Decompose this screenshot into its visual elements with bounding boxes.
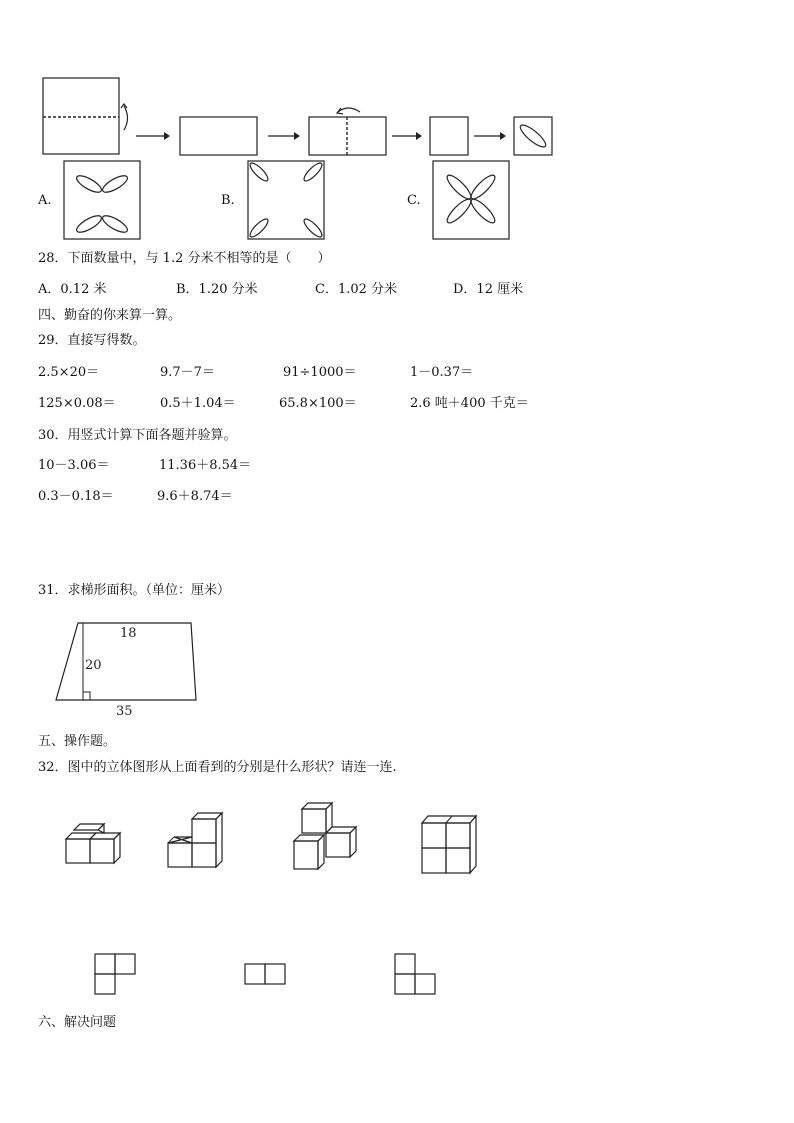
q30-stem: 30．用竖式计算下面各题并验算。 xyxy=(38,428,237,443)
q28-choice-d: D．12 厘米 xyxy=(453,282,524,297)
q28-choice-b: B．1.20 分米 xyxy=(176,282,258,297)
fold-step-2 xyxy=(180,117,257,155)
arrow-right-icon xyxy=(294,132,300,140)
option-c-figure xyxy=(432,160,512,242)
solid-figure-2 xyxy=(162,805,242,875)
q31-stem: 31．求梯形面积。（单位：厘米） xyxy=(38,583,231,598)
folding-sequence-diagram xyxy=(0,0,794,170)
fold-up-arrow-icon xyxy=(124,106,128,130)
arrow-right-icon xyxy=(416,132,422,140)
fold-step-1 xyxy=(43,78,119,154)
q30-item: 10－3.06＝ xyxy=(38,458,110,473)
section-5-title: 五、操作题。 xyxy=(38,734,117,749)
section-6-title: 六、解决问题 xyxy=(38,1015,117,1030)
arrow-right-icon xyxy=(500,132,506,140)
q29-item: 125×0.08＝ xyxy=(38,396,116,411)
fold-step-4 xyxy=(430,117,468,155)
arrow-right-icon xyxy=(164,132,170,140)
q29-item: 0.5＋1.04＝ xyxy=(160,396,236,411)
q29-item: 91÷1000＝ xyxy=(283,365,357,380)
q29-stem: 29．直接写得数。 xyxy=(38,333,146,348)
q29-item: 65.8×100＝ xyxy=(279,396,357,411)
section-4-title: 四、勤奋的你来算一算。 xyxy=(38,308,182,323)
trapezoid-figure xyxy=(50,615,250,720)
q30-item: 9.6＋8.74＝ xyxy=(157,489,233,504)
trapezoid-top-label: 18 xyxy=(120,626,137,641)
solid-figure-1 xyxy=(62,815,142,875)
option-b-label: B. xyxy=(221,193,235,208)
top-view-2 xyxy=(244,963,294,993)
solid-figure-4 xyxy=(418,812,498,882)
option-a-figure xyxy=(63,160,143,240)
q30-item: 11.36＋8.54＝ xyxy=(159,458,252,473)
top-view-1 xyxy=(94,953,144,1003)
solid-figure-3 xyxy=(288,797,378,877)
q30-item: 0.3－0.18＝ xyxy=(38,489,114,504)
option-b-figure xyxy=(247,160,327,242)
option-a-label: A. xyxy=(38,193,52,208)
q32-stem: 32．图中的立体图形从上面看到的分别是什么形状？请连一连. xyxy=(38,760,397,775)
trapezoid-height-label: 20 xyxy=(85,658,102,673)
option-c-label: C. xyxy=(407,193,421,208)
q29-item: 9.7－7＝ xyxy=(160,365,215,380)
top-view-3 xyxy=(394,953,444,1003)
q29-item: 1－0.37＝ xyxy=(410,365,474,380)
fold-left-arrow-icon xyxy=(338,108,360,112)
trapezoid-bottom-label: 35 xyxy=(116,704,133,719)
q28-choice-c: C．1.02 分米 xyxy=(315,282,398,297)
q28-choice-a: A．0.12 米 xyxy=(38,282,107,297)
q29-item: 2.5×20＝ xyxy=(38,365,100,380)
q29-item: 2.6 吨＋400 千克＝ xyxy=(410,396,529,411)
q28-stem: 28．下面数量中，与 1.2 分米不相等的是（ ） xyxy=(38,251,331,266)
fold-step-5 xyxy=(514,117,552,155)
